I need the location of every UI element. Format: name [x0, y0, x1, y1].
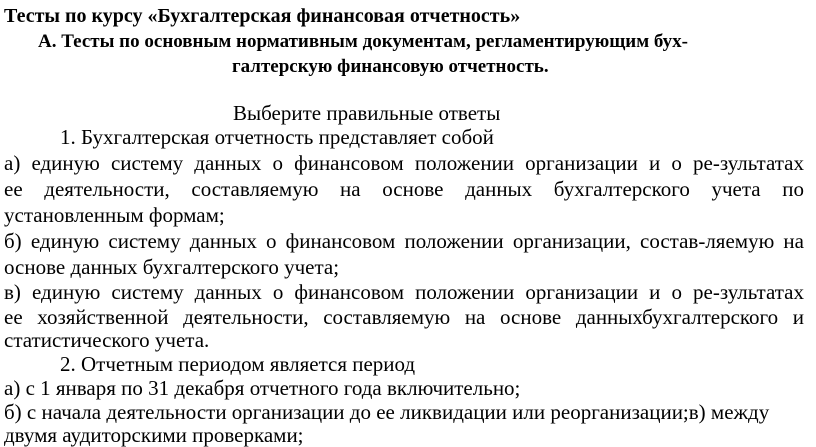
- question-1-answer-line: ее хозяйственной деятельности, составляемую на основе данныхбухгалтерского и: [4, 305, 804, 329]
- section-subtitle-line-2: галтерскую финансовую отчетность.: [232, 56, 549, 77]
- document-title: Тесты по курсу «Бухгалтерская финансовая отчетность»: [4, 5, 521, 27]
- section-subtitle-line-1: А. Тесты по основным нормативным документам, регламентирующим бух-: [38, 31, 688, 52]
- question-1-answer-line: ее деятельности, составляемую на основе данных бухгалтерского учета по: [4, 177, 804, 201]
- question-1-label: 1. Бухгалтерская отчетность представляет собой: [60, 125, 494, 149]
- question-1-answer-line: в) единую систему данных о финансовом положении организации и о ре-зультатах: [4, 280, 804, 304]
- question-2-answer-line: двумя аудиторскими проверками;: [4, 423, 304, 447]
- question-2-answer-line: а) с 1 января по 31 декабря отчетного года включительно;: [4, 376, 521, 400]
- instruction-text: Выберите правильные ответы: [233, 101, 501, 125]
- question-2-answer-line: б) с начала деятельности организации до ее ликвидации или реорганизации;в) между: [4, 400, 770, 424]
- question-1-answer-line: статистического учета.: [4, 328, 210, 352]
- question-1-answer-line: установленным формам;: [4, 203, 225, 227]
- question-1-answer-line: а) единую систему данных о финансовом положении организации и о ре-зультатах: [4, 151, 804, 175]
- question-1-answer-line: основе данных бухгалтерского учета;: [4, 255, 340, 279]
- question-1-answer-line: б) единую систему данных о финансовом положении организации, состав-ляемую на: [4, 229, 804, 253]
- question-2-label: 2. Отчетным периодом является период: [60, 352, 416, 376]
